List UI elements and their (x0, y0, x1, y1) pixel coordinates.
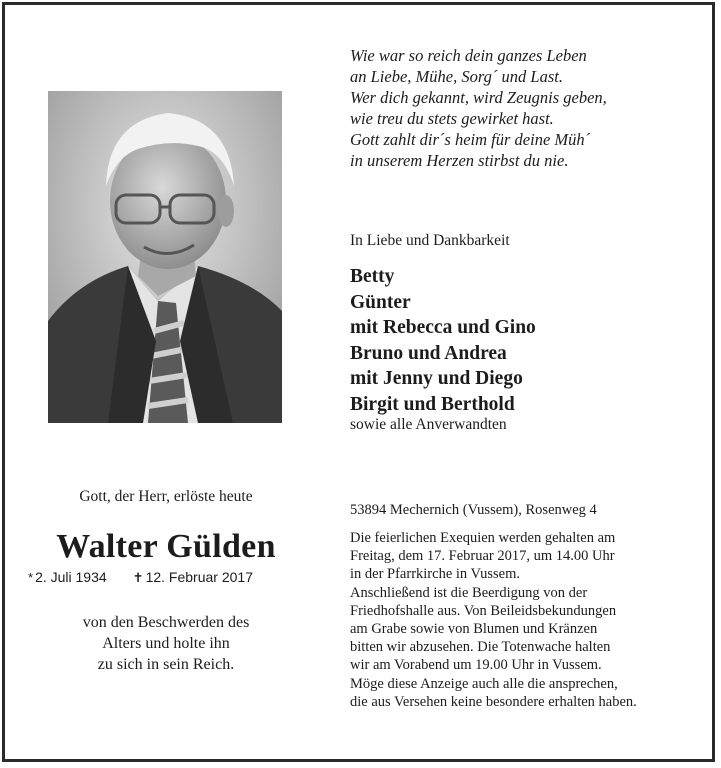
mourner-name: Birgit und Berthold (350, 393, 515, 415)
birth-date: 2. Juli 1934 (35, 569, 107, 585)
details-line: die aus Versehen keine besondere erhalten haben. (350, 693, 637, 710)
poem-line: wie treu du stets gewirket hast. (350, 109, 554, 128)
details-line: Die feierlichen Exequien werden gehalten am (350, 530, 616, 546)
mourner-list (350, 264, 536, 417)
verse-line: Alters und holte ihn (102, 635, 230, 652)
memorial-poem (350, 45, 607, 171)
details-line: Möge diese Anzeige auch alle die ansprechen, (350, 675, 618, 692)
death-date: 12. Februar 2017 (145, 569, 253, 585)
details-line: Friedhofshalle aus. Von Beileidsbekundungen (350, 602, 617, 619)
mourner-name: Günter (350, 291, 411, 313)
relatives-text: sowie alle Anverwandten (350, 416, 507, 433)
poem-line: Gott zahlt dir´s heim für deine Müh´ (350, 130, 591, 149)
portrait-photo-illustration (48, 91, 282, 423)
farewell-verse (40, 612, 292, 675)
poem-line: Wie war so reich dein ganzes Leben (350, 46, 587, 65)
deceased-name: Walter Gülden (56, 528, 276, 565)
verse-line: von den Beschwerden des (82, 614, 250, 631)
mourner-name: mit Rebecca und Gino (350, 317, 536, 338)
death-date-group (133, 569, 253, 586)
birth-date-group (28, 569, 107, 585)
details-line: wir am Vorabend um 19.00 Uhr in Vussem. (350, 657, 602, 674)
mourner-name: Betty (350, 266, 395, 287)
life-dates (28, 569, 253, 586)
intro-text: Gott, der Herr, erlöste heute (79, 488, 253, 505)
birth-star-icon: * (28, 570, 34, 585)
details-line: bitten wir abzusehen. Die Totenwache halten (350, 639, 611, 656)
family-address: 53894 Mechernich (Vussem), Rosenweg 4 (350, 502, 597, 518)
poem-line: Wer dich gekannt, wird Zeugnis geben, (350, 88, 607, 107)
funeral-details (350, 529, 637, 711)
details-line: in der Pfarrkirche in Vussem. (350, 566, 520, 583)
death-cross-icon: ✝ (132, 570, 144, 585)
details-line: Freitag, dem 17. Februar 2017, um 14.00 Uhr (350, 548, 615, 565)
details-line: Anschließend ist die Beerdigung von der (350, 584, 588, 601)
mourner-name: Bruno und Andrea (350, 342, 507, 364)
poem-line: in unserem Herzen stirbst du nie. (350, 151, 569, 170)
details-line: am Grabe sowie von Blumen und Kränzen (350, 621, 598, 638)
poem-line: an Liebe, Mühe, Sorg´ und Last. (350, 67, 563, 86)
portrait-photo (48, 91, 282, 423)
dedication-text: In Liebe und Dankbarkeit (350, 232, 510, 249)
mourner-name: mit Jenny und Diego (350, 368, 523, 389)
verse-line: zu sich in sein Reich. (97, 656, 235, 673)
